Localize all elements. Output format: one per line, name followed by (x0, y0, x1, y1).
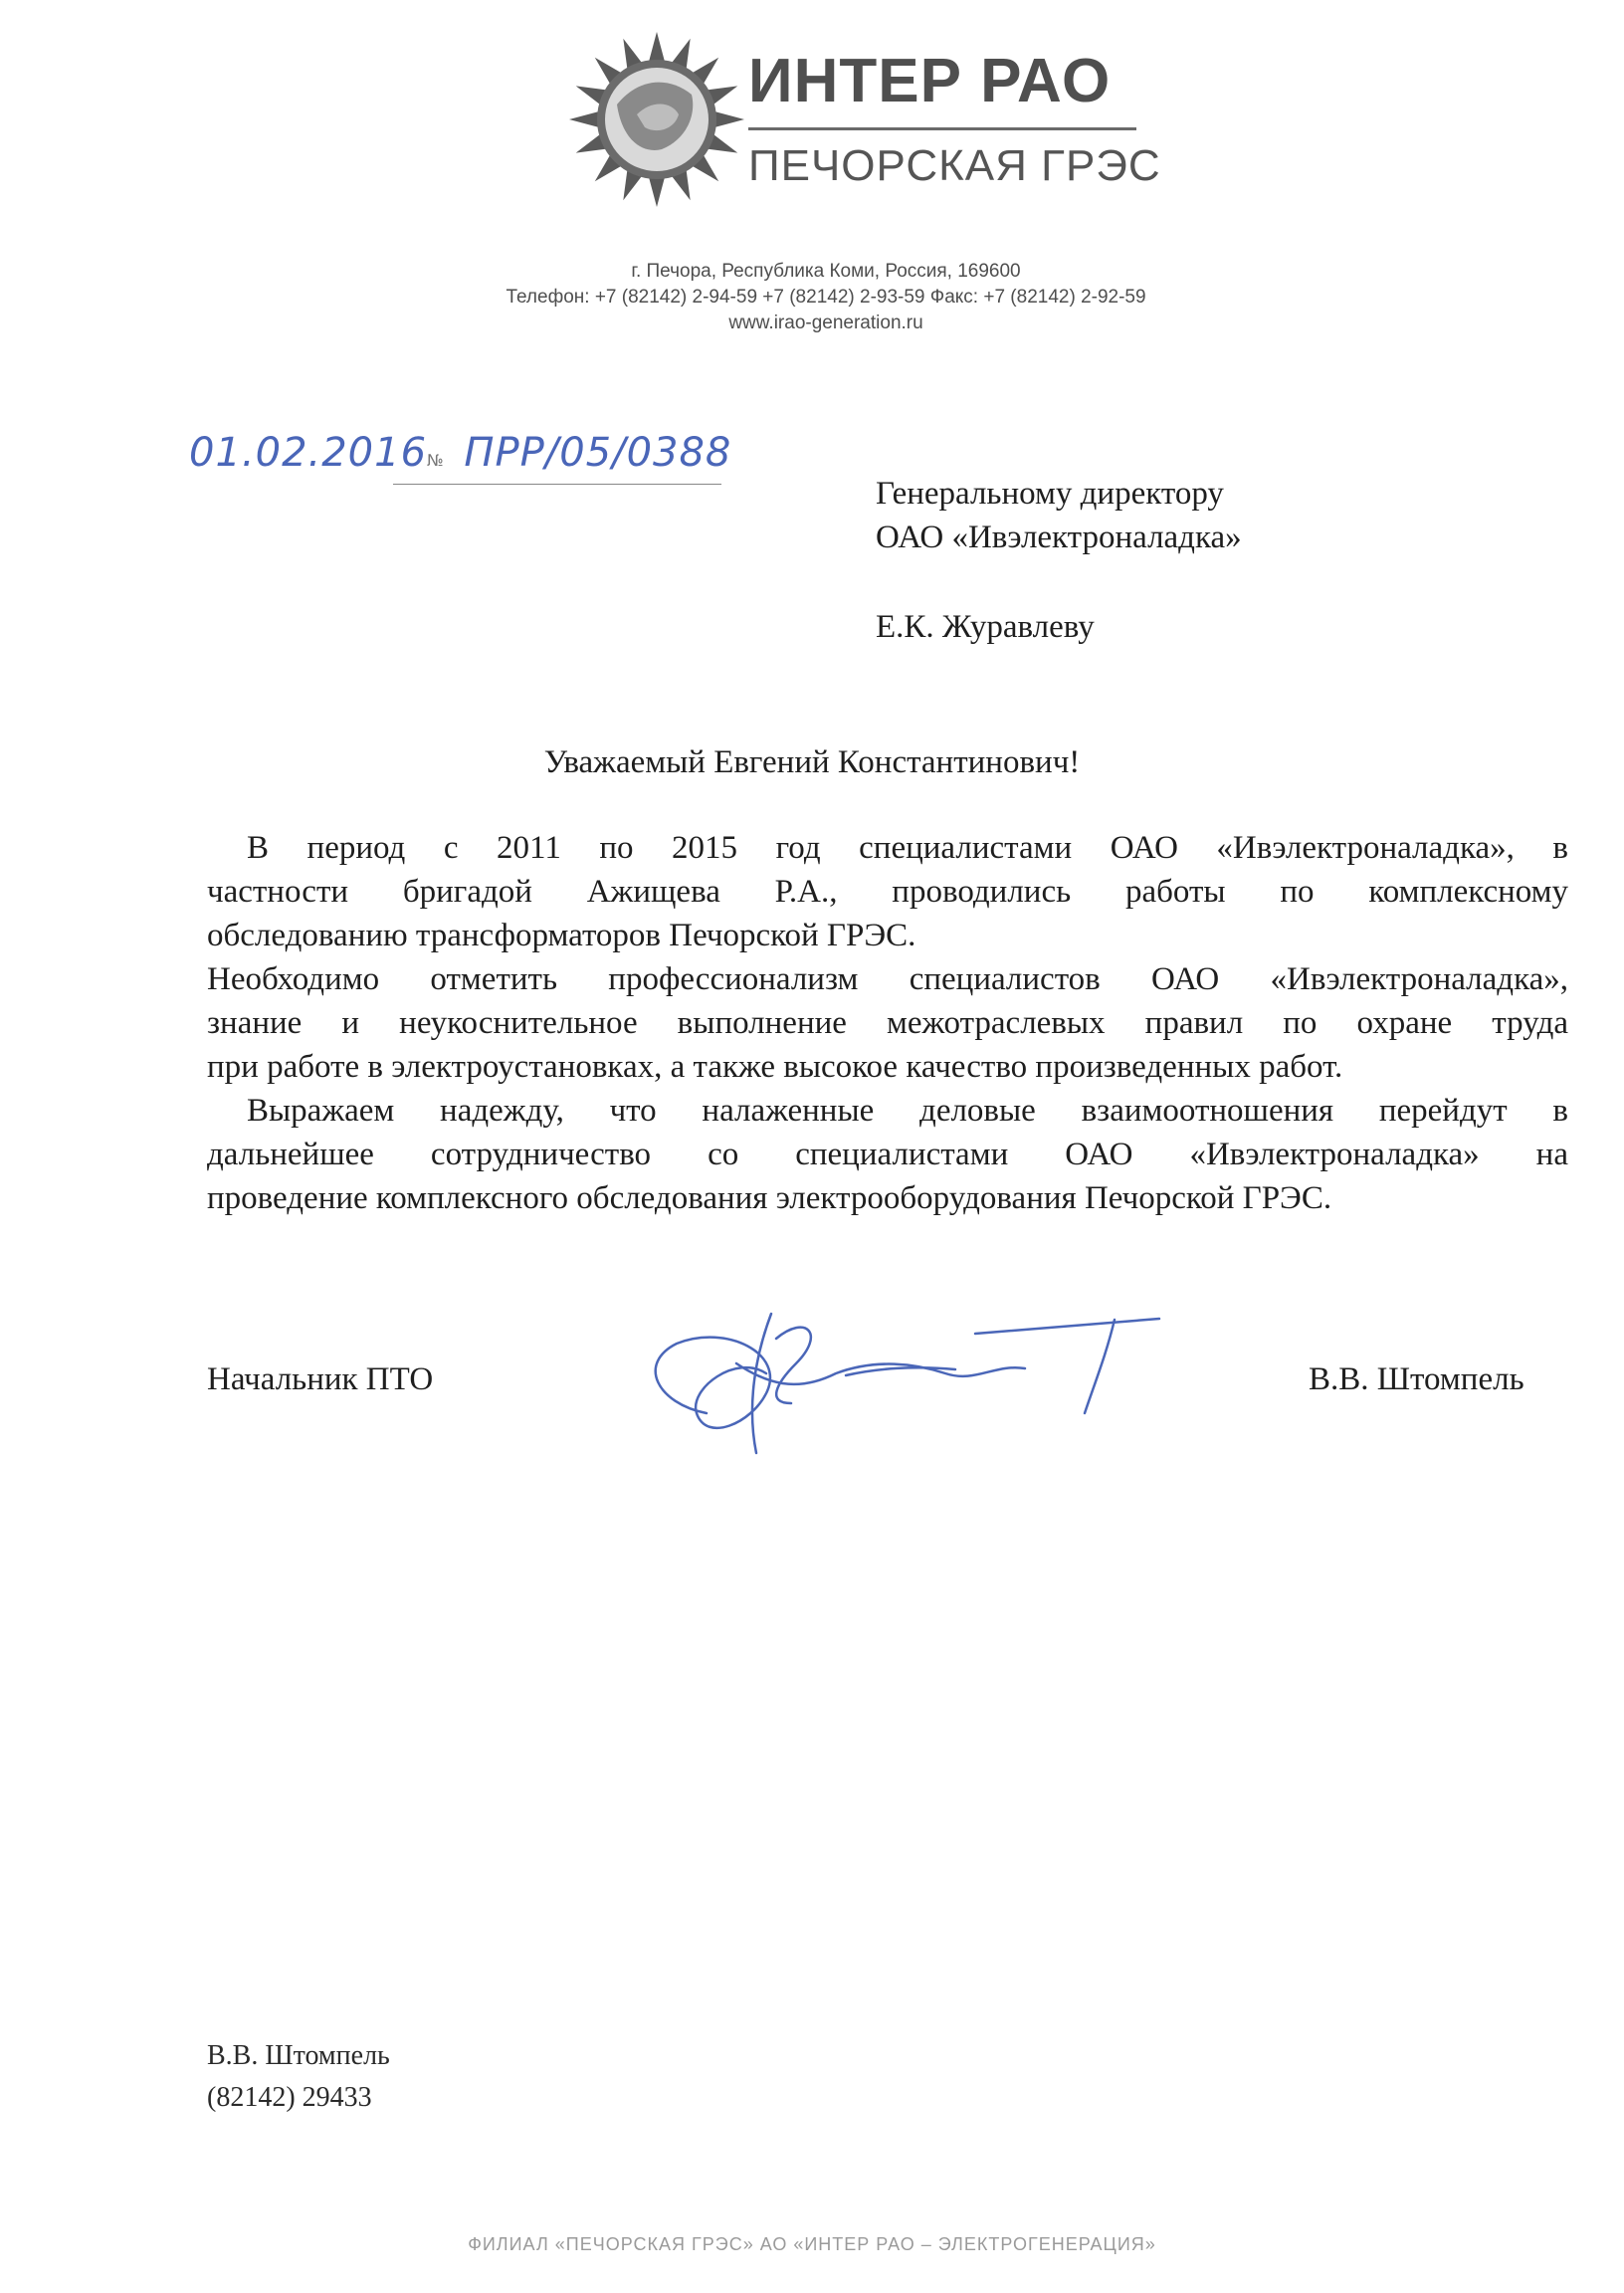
letterhead-footer: ФИЛИАЛ «ПЕЧОРСКАЯ ГРЭС» АО «ИНТЕР РАО – ЭЛЕКТРОГЕНЕРАЦИЯ» (468, 2234, 1156, 2254)
brand-subsidiary: ПЕЧОРСКАЯ ГРЭС (748, 141, 1161, 190)
body-line: Выражаем надежду, что налаженные деловые взаимоотношения перейдут в (247, 1093, 1568, 1129)
executor-name: В.В. Штомпель (207, 2040, 390, 2071)
body-line: Необходимо отметить профессионализм специалистов ОАО «Ивэлектроналадка», (207, 961, 1568, 997)
letter-body (207, 826, 1568, 1220)
executor-phone: (82142) 29433 (207, 2082, 372, 2113)
signatory-position: Начальник ПТО (207, 1361, 434, 1397)
body-line: дальнейшее сотрудничество со специалистами ОАО «Ивэлектроналадка» на (207, 1137, 1568, 1172)
brand-divider (748, 127, 1136, 130)
body-line: знание и неукоснительное выполнение межотраслевых правил по охране труда (207, 1005, 1568, 1041)
signatory-name: В.В. Штомпель (1309, 1361, 1524, 1397)
handwritten-signature-icon (617, 1294, 1174, 1473)
registration-stamp (189, 430, 731, 476)
body-line: обследованию трансформаторов Печорской ГРЭС. (207, 918, 916, 953)
body-line: проведение комплексного обследования электрооборудования Печорской ГРЭС. (207, 1180, 1332, 1216)
salutation: Уважаемый Евгений Константинович! (543, 744, 1081, 780)
letterhead-website: www.irao-generation.ru (728, 313, 923, 333)
body-line: частности бригадой Ажищева Р.А., проводились работы по комплексному (207, 874, 1568, 910)
brand-name: ИНТЕР РАО (748, 47, 1112, 115)
registration-date: 01.02.2016 (189, 430, 428, 476)
registration-number: ПРР/05/0388 (464, 430, 732, 476)
addressee-name: Е.К. Журавлеву (876, 609, 1095, 645)
body-line: при работе в электроустановках, а также высокое качество произведенных работ. (207, 1049, 1343, 1085)
addressee-position: Генеральному директору (876, 476, 1224, 512)
body-line: В период с 2011 по 2015 год специалистами ОАО «Ивэлектроналадка», в (247, 830, 1568, 866)
letterhead-phones: Телефон: +7 (82142) 2-94-59 +7 (82142) 2-93-59 Факс: +7 (82142) 2-92-59 (506, 287, 1146, 308)
letterhead-address: г. Печора, Республика Коми, Россия, 169600 (631, 261, 1021, 282)
paragraph-3 (207, 1089, 1568, 1220)
paragraph-2 (207, 957, 1568, 1089)
registration-number-label: № (427, 451, 445, 470)
paragraph-1 (207, 826, 1568, 957)
addressee-company: ОАО «Ивэлектроналадка» (876, 520, 1242, 555)
registration-underline (393, 484, 721, 485)
